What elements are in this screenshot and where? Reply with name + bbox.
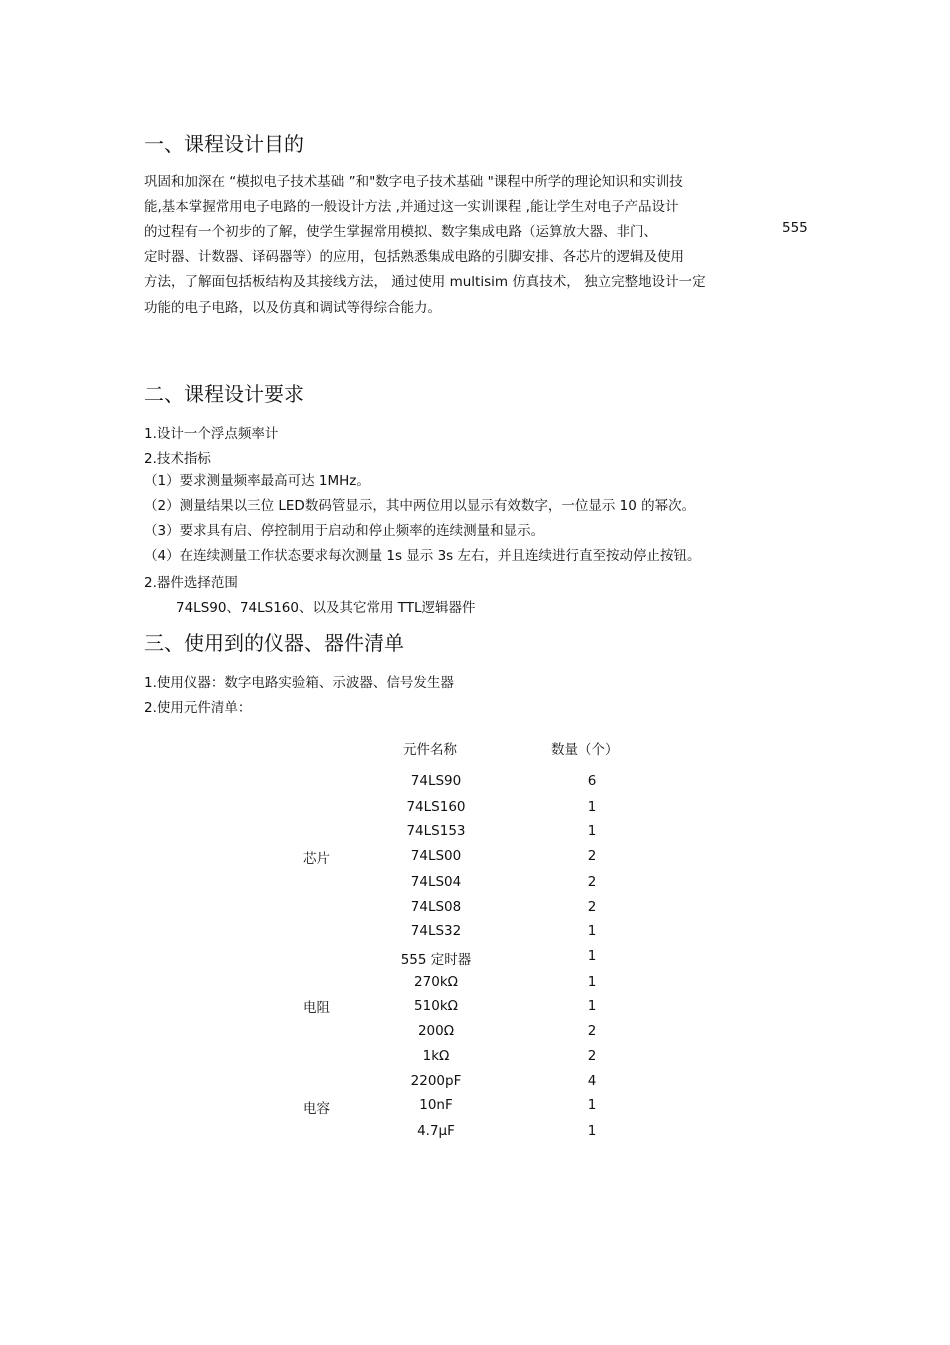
component-qty: 2 [587, 899, 597, 915]
requirement-item: （3）要求具有启、停控制用于启动和停止频率的连续测量和显示。 [144, 523, 545, 539]
component-name: 200Ω [417, 1023, 455, 1039]
component-qty: 2 [587, 848, 597, 864]
paragraph-line: 能,基本掌握常用电子电路的一般设计方法 ,并通过这一实训课程 ,能让学生对电子产品设计 [144, 199, 679, 215]
equipment-item: 2.使用元件清单： [144, 700, 252, 716]
component-name: 555 定时器 [400, 952, 472, 968]
requirement-item: （2）测量结果以三位 LED数码管显示，其中两位用以显示有效数字，一位显示 10 的幂次。 [144, 498, 696, 514]
component-name: 510kΩ [414, 998, 458, 1014]
category-capacitors: 电容 [303, 1101, 330, 1117]
paragraph-line: 的过程有一个初步的了解，使学生掌握常用模拟、数字集成电路（运算放大器、非门、 [144, 224, 657, 240]
component-name: 270kΩ [414, 974, 458, 990]
component-qty: 2 [587, 1048, 597, 1064]
component-name: 4.7μF [417, 1123, 455, 1139]
paragraph-line: 定时器、计数器、译码器等）的应用，包括熟悉集成电路的引脚安排、各芯片的逻辑及使用 [144, 249, 684, 265]
equipment-item: 1.使用仪器：数字电路实验箱、示波器、信号发生器 [144, 675, 454, 691]
component-qty: 1 [587, 923, 597, 939]
section-heading-purpose: 一、课程设计目的 [144, 132, 304, 156]
requirement-item: 74LS90、74LS160、以及其它常用 TTL逻辑器件 [176, 600, 476, 616]
component-name: 74LS08 [410, 899, 462, 915]
component-qty: 6 [587, 773, 597, 789]
requirement-item: 1.设计一个浮点频率计 [144, 426, 279, 442]
component-name: 10nF [419, 1097, 453, 1113]
requirement-item: 2.器件选择范围 [144, 575, 238, 591]
component-qty: 1 [587, 1097, 597, 1113]
component-name: 74LS153 [406, 823, 466, 839]
component-name: 74LS04 [410, 874, 462, 890]
paragraph-line: 方法，了解面包括板结构及其接线方法， 通过使用 multisim 仿真技术， 独立完整地设计一定 [144, 274, 706, 290]
requirement-item: （1）要求测量频率最高可达 1MHz。 [144, 473, 370, 489]
component-qty: 1 [587, 823, 597, 839]
component-name: 74LS90 [410, 773, 462, 789]
component-name: 74LS00 [410, 848, 462, 864]
requirement-item: 2.技术指标 [144, 451, 211, 467]
paragraph-line: 巩固和加深在 “模拟电子技术基础 ”和"数字电子技术基础 "课程中所学的理论知识和实训技 [144, 174, 683, 190]
component-name: 2200pF [410, 1073, 462, 1089]
table-header-qty: 数量（个） [551, 742, 619, 758]
component-qty: 1 [587, 948, 597, 964]
section-heading-equipment: 三、使用到的仪器、器件清单 [144, 631, 404, 655]
component-qty: 1 [587, 1123, 597, 1139]
requirement-item: （4）在连续测量工作状态要求每次测量 1s 显示 3s 左右，并且连续进行直至按动停止按钮。 [144, 548, 701, 564]
component-name: 74LS160 [406, 799, 466, 815]
table-header-name: 元件名称 [403, 742, 457, 758]
component-qty: 2 [587, 874, 597, 890]
component-qty: 2 [587, 1023, 597, 1039]
paragraph-line: 功能的电子电路，以及仿真和调试等得综合能力。 [144, 300, 441, 316]
component-qty: 1 [587, 974, 597, 990]
category-resistors: 电阻 [303, 1000, 330, 1016]
component-qty: 1 [587, 998, 597, 1014]
component-name: 74LS32 [410, 923, 462, 939]
component-qty: 1 [587, 799, 597, 815]
paragraph-line-tail: 555 [782, 220, 808, 236]
component-qty: 4 [587, 1073, 597, 1089]
section-heading-requirements: 二、课程设计要求 [144, 382, 304, 406]
component-name: 1kΩ [422, 1048, 450, 1064]
category-chips: 芯片 [303, 851, 330, 867]
